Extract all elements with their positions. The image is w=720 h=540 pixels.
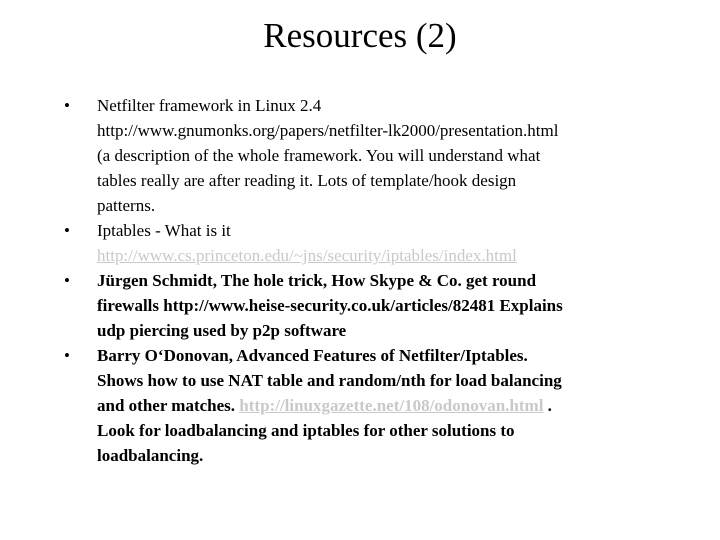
bullet-text-line: (a description of the whole framework. You will understand what xyxy=(97,146,541,165)
bullet-text-line: udp piercing used by p2p software xyxy=(97,321,347,340)
bullet-text-line-with-link xyxy=(97,393,657,418)
bullet-item-netfilter xyxy=(0,93,657,218)
bullet-item-hole-trick xyxy=(0,268,657,343)
bullet-list xyxy=(0,93,720,468)
bullet-icon: • xyxy=(64,96,70,115)
bullet-text-line: Look for loadbalancing and iptables for other solutions to xyxy=(97,421,515,440)
bullet-text-line: patterns. xyxy=(97,196,156,215)
slide-title: Resources (2) xyxy=(263,16,457,55)
bullet-text-line: Barry O‘Donovan, Advanced Features of Netfilter/Iptables. xyxy=(97,346,528,365)
linuxgazette-link[interactable]: http://linuxgazette.net/108/odonovan.html xyxy=(239,396,544,415)
bullet-icon: • xyxy=(64,346,70,365)
bullet-icon: • xyxy=(64,221,70,240)
bullet-text-fragment: and other matches. xyxy=(97,396,240,415)
bullet-text-line: Shows how to use NAT table and random/nth for load balancing xyxy=(97,371,562,390)
bullet-text-line: tables really are after reading it. Lots of template/hook design xyxy=(97,171,517,190)
bullet-text-line: firewalls http://www.heise-security.co.uk/articles/82481 Explains xyxy=(97,296,563,315)
bullet-item-advanced-netfilter xyxy=(0,343,657,468)
iptables-link[interactable]: http://www.cs.princeton.edu/~jns/security/iptables/index.html xyxy=(97,246,517,265)
bullet-item-iptables xyxy=(0,218,657,268)
bullet-text-line: loadbalancing. xyxy=(97,446,204,465)
bullet-text-fragment: . xyxy=(543,396,552,415)
bullet-text-line: Jürgen Schmidt, The hole trick, How Skype & Co. get round xyxy=(97,271,537,290)
bullet-text-line: http://www.gnumonks.org/papers/netfilter-lk2000/presentation.html xyxy=(97,121,559,140)
bullet-icon: • xyxy=(64,271,70,290)
bullet-text-line: Netfilter framework in Linux 2.4 xyxy=(97,96,322,115)
bullet-text-line: Iptables - What is it xyxy=(97,221,231,240)
